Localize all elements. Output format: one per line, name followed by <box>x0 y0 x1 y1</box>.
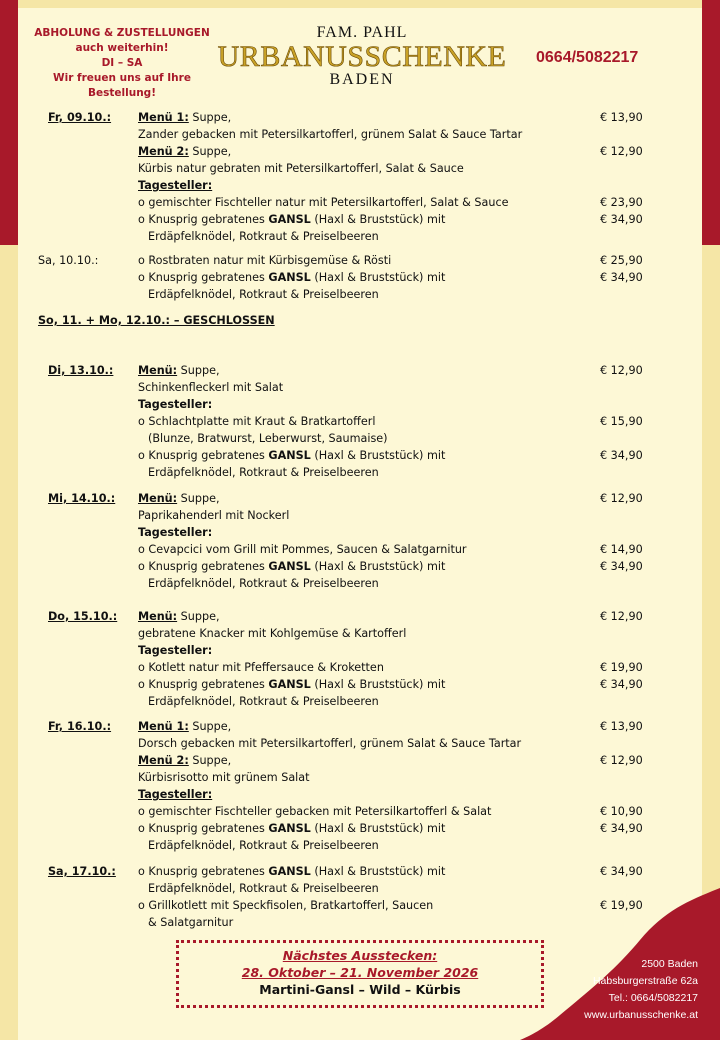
menu-price: € 15,90 <box>600 415 643 428</box>
menu-line <box>138 447 445 464</box>
menu-line <box>138 820 445 837</box>
menu-text: (Haxl & Bruststück) mit <box>310 822 446 835</box>
day-date: Fr, 09.10.: <box>48 111 112 124</box>
menu-line: Erdäpfelknödel, Rotkraut & Preiselbeeren <box>148 839 379 852</box>
menu-line <box>138 524 212 541</box>
menu-price: € 23,90 <box>600 196 643 209</box>
header-phone[interactable]: 0664/5082217 <box>536 49 639 66</box>
menu-text: (Haxl & Bruststück) mit <box>310 271 446 284</box>
menu-line: Erdäpfelknödel, Rotkraut & Preiselbeeren <box>148 288 379 301</box>
menu-label: Menü 2: <box>138 754 189 767</box>
menu-text: (Haxl & Bruststück) mit <box>310 678 446 691</box>
menu-label: Menü: <box>138 364 178 377</box>
address-street: Habsburgerstraße 62a <box>592 975 698 987</box>
menu-highlight: GANSL <box>268 449 311 462</box>
menu-price: € 34,90 <box>600 822 643 835</box>
menu-line: Erdäpfelknödel, Rotkraut & Preiselbeeren <box>148 577 379 590</box>
menu-price: € 13,90 <box>600 720 643 733</box>
menu-line <box>138 109 231 126</box>
menu-price: € 19,90 <box>600 899 643 912</box>
menu-line: o Cevapcici vom Grill mit Pommes, Saucen & Salatgarnitur <box>138 543 467 556</box>
menu-price: € 10,90 <box>600 805 643 818</box>
menu-highlight: GANSL <box>268 271 311 284</box>
menu-price: € 12,90 <box>600 754 643 767</box>
menu-text: (Haxl & Bruststück) mit <box>310 449 446 462</box>
menu-text: o Knusprig gebratenes <box>138 213 269 226</box>
menu-label: Menü 1: <box>138 111 189 124</box>
next-event-dates: 28. Oktober – 21. November 2026 <box>241 965 479 980</box>
menu-highlight: GANSL <box>268 560 311 573</box>
next-event-box <box>176 940 544 1008</box>
menu-label: Tagesteller: <box>138 179 213 192</box>
menu-text: (Haxl & Bruststück) mit <box>310 560 446 573</box>
menu-price: € 34,90 <box>600 449 643 462</box>
next-event-title: Nächstes Ausstecken: <box>282 948 438 963</box>
menu-line <box>138 269 445 286</box>
menu-line <box>138 362 220 379</box>
menu-highlight: GANSL <box>268 213 311 226</box>
notice-line: auch weiterhin! <box>75 42 169 54</box>
next-event-items: Martini-Gansl – Wild – Kürbis <box>259 982 461 997</box>
menu-line <box>138 786 212 803</box>
address-city: 2500 Baden <box>641 958 698 970</box>
day-date: Di, 13.10.: <box>48 364 114 377</box>
logo-top-text: FAM. PAHL <box>316 24 408 41</box>
menu-line: Kürbisrisotto mit grünem Salat <box>138 771 310 784</box>
menu-text: o Knusprig gebratenes <box>138 822 269 835</box>
menu-line: Erdäpfelknödel, Rotkraut & Preiselbeeren <box>148 695 379 708</box>
address-phone[interactable]: Tel.: 0664/5082217 <box>608 992 698 1004</box>
logo-main-text: URBANUSSCHENKE <box>217 40 507 73</box>
menu-line: Kürbis natur gebraten mit Petersilkartofferl, Salat & Sauce <box>138 162 464 175</box>
notice-line: Wir freuen uns auf Ihre Bestellung! <box>53 72 191 99</box>
menu-line <box>138 863 445 880</box>
menu-label: Tagesteller: <box>138 788 213 801</box>
menu-label: Menü: <box>138 492 178 505</box>
menu-label: Menü: <box>138 610 178 623</box>
menu-highlight: GANSL <box>268 865 311 878</box>
menu-line <box>138 718 231 735</box>
menu-line: o Rostbraten natur mit Kürbisgemüse & Rösti <box>138 254 392 267</box>
menu-line: o Kotlett natur mit Pfeffersauce & Kroketten <box>138 661 384 674</box>
menu-price: € 12,90 <box>600 364 643 377</box>
menu-label: Tagesteller: <box>138 398 213 411</box>
menu-text: Suppe, <box>177 492 220 505</box>
menu-line <box>138 642 212 659</box>
menu-label: Tagesteller: <box>138 526 213 539</box>
menu-text: Suppe, <box>188 720 232 733</box>
menu-line <box>138 558 445 575</box>
closed-notice: So, 11. + Mo, 12.10.: – GESCHLOSSEN <box>38 314 275 327</box>
menu-price: € 12,90 <box>600 492 643 505</box>
notice-line: ABHOLUNG & ZUSTELLUNGEN <box>34 27 210 39</box>
menu-label: Tagesteller: <box>138 644 213 657</box>
menu-line <box>138 752 231 769</box>
menu-line: o Schlachtplatte mit Kraut & Bratkartofferl <box>138 415 376 428</box>
menu-line <box>138 177 212 194</box>
menu-price: € 25,90 <box>600 254 643 267</box>
menu-line: o gemischter Fischteller natur mit Petersilkartofferl, Salat & Sauce <box>138 196 509 209</box>
menu-highlight: GANSL <box>268 678 311 691</box>
menu-line <box>138 676 445 693</box>
menu-text: o Knusprig gebratenes <box>138 271 269 284</box>
day-date: Fr, 16.10.: <box>48 720 112 733</box>
menu-text: o Knusprig gebratenes <box>138 865 269 878</box>
menu-price: € 12,90 <box>600 610 643 623</box>
day-date: Mi, 14.10.: <box>48 492 116 505</box>
address-website[interactable]: www.urbanusschenke.at <box>584 1009 698 1021</box>
menu-price: € 34,90 <box>600 865 643 878</box>
menu-price: € 14,90 <box>600 543 643 556</box>
menu-price: € 12,90 <box>600 145 643 158</box>
menu-text: Suppe, <box>188 754 232 767</box>
address-block <box>518 956 698 1024</box>
menu-price: € 13,90 <box>600 111 643 124</box>
menu-text: (Haxl & Bruststück) mit <box>310 213 446 226</box>
menu-text: Suppe, <box>188 145 232 158</box>
logo-bottom-text: BADEN <box>329 71 395 88</box>
day-date: Sa, 17.10.: <box>48 865 116 878</box>
menu-label: Menü 2: <box>138 145 189 158</box>
menu-highlight: GANSL <box>268 822 311 835</box>
menu-price: € 34,90 <box>600 271 643 284</box>
menu-line <box>138 608 220 625</box>
menu-line: o Grillkotlett mit Speckfisolen, Bratkartofferl, Saucen <box>138 899 434 912</box>
day-date: Do, 15.10.: <box>48 610 118 623</box>
menu-line <box>138 211 445 228</box>
menu-line: gebratene Knacker mit Kohlgemüse & Kartofferl <box>138 627 407 640</box>
notice-line: DI – SA <box>101 57 143 69</box>
menu-price: € 34,90 <box>600 213 643 226</box>
menu-line: Schinkenfleckerl mit Salat <box>138 381 284 394</box>
menu-text: (Haxl & Bruststück) mit <box>310 865 446 878</box>
menu-line: (Blunze, Bratwurst, Leberwurst, Saumaise) <box>148 432 388 445</box>
menu-line: Zander gebacken mit Petersilkartofferl, grünem Salat & Sauce Tartar <box>138 128 523 141</box>
menu-text: Suppe, <box>177 364 220 377</box>
pickup-delivery-notice <box>24 26 220 101</box>
menu-line <box>138 490 220 507</box>
menu-price: € 19,90 <box>600 661 643 674</box>
menu-text: o Knusprig gebratenes <box>138 560 269 573</box>
menu-line <box>138 143 231 160</box>
menu-price: € 34,90 <box>600 678 643 691</box>
day-date: Sa, 10.10.: <box>38 254 99 267</box>
urbanusschenke-logo <box>208 22 516 88</box>
menu-line: Erdäpfelknödel, Rotkraut & Preiselbeeren <box>148 882 379 895</box>
menu-text: o Knusprig gebratenes <box>138 678 269 691</box>
menu-line: Paprikahenderl mit Nockerl <box>138 509 290 522</box>
menu-price: € 34,90 <box>600 560 643 573</box>
menu-line: Dorsch gebacken mit Petersilkartofferl, grünem Salat & Sauce Tartar <box>138 737 522 750</box>
menu-line: o gemischter Fischteller gebacken mit Petersilkartofferl & Salat <box>138 805 492 818</box>
menu-label: Menü 1: <box>138 720 189 733</box>
menu-text: o Knusprig gebratenes <box>138 449 269 462</box>
menu-text: Suppe, <box>177 610 220 623</box>
menu-line: & Salatgarnitur <box>148 916 234 929</box>
menu-line: Erdäpfelknödel, Rotkraut & Preiselbeeren <box>148 230 379 243</box>
menu-line <box>138 396 212 413</box>
menu-line: Erdäpfelknödel, Rotkraut & Preiselbeeren <box>148 466 379 479</box>
menu-text: Suppe, <box>188 111 232 124</box>
